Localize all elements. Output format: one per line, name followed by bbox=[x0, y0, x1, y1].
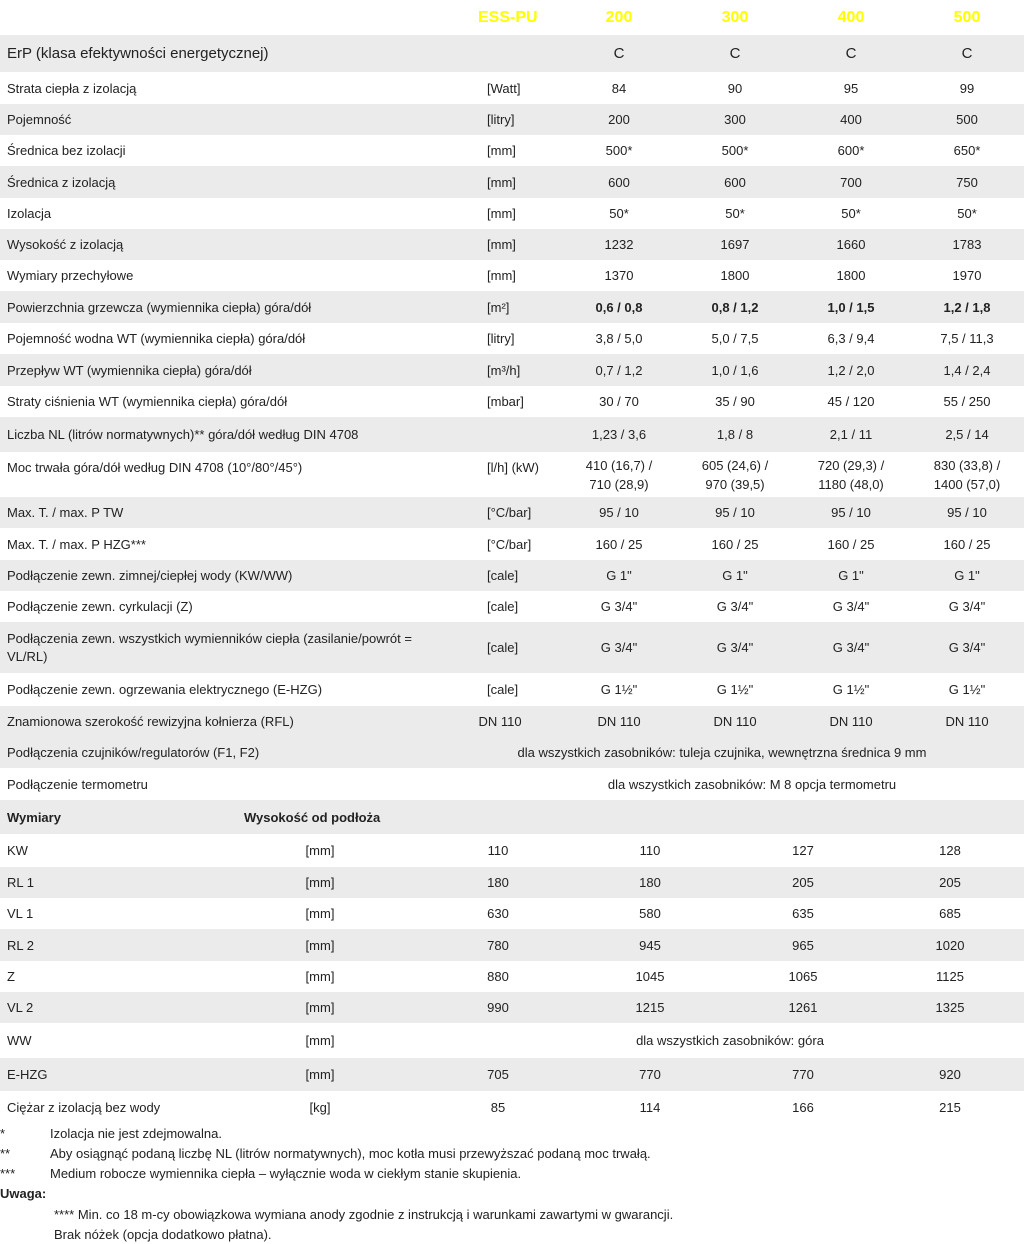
dimension-row bbox=[0, 992, 1024, 1023]
row-label: Straty ciśnienia WT (wymiennika ciepła) góra/dół bbox=[7, 394, 288, 409]
row-unit: [mm] bbox=[487, 237, 516, 252]
dimension-row bbox=[0, 898, 1024, 929]
dimension-value: 965 bbox=[792, 937, 814, 953]
row-unit: [cale] bbox=[487, 599, 519, 614]
table-row bbox=[0, 673, 1024, 706]
row-value: 500 bbox=[956, 112, 978, 127]
footnote-mark: ** bbox=[0, 1145, 11, 1161]
row-value: G 3/4" bbox=[948, 599, 986, 614]
row-label: Strata ciepła z izolacją bbox=[7, 80, 137, 96]
row-label bbox=[7, 622, 477, 673]
model-500: 500 bbox=[953, 8, 981, 26]
dimension-value: 110 bbox=[487, 843, 509, 858]
row-label: Powierzchnia grzewcza (wymiennika ciepła) góra/dół bbox=[7, 299, 312, 315]
row-value-line: 830 (33,8) / bbox=[933, 457, 1001, 473]
row-value: 600 bbox=[724, 174, 746, 190]
row-value: G 3/4" bbox=[716, 599, 754, 614]
table-row bbox=[0, 560, 1024, 591]
table-row bbox=[0, 166, 1024, 198]
row-value: 1370 bbox=[604, 268, 634, 283]
row-value: 45 / 120 bbox=[827, 394, 875, 409]
dimension-value: 1215 bbox=[635, 1000, 665, 1015]
footnote-text: Brak nóżek (opcja dodatkowo płatna). bbox=[54, 1226, 272, 1242]
dimension-value: 180 bbox=[487, 875, 509, 890]
row-value: 95 bbox=[843, 80, 859, 96]
row-value: 95 / 10 bbox=[599, 505, 639, 520]
table-row bbox=[0, 528, 1024, 560]
table-row bbox=[0, 354, 1024, 386]
row-unit: [cale] bbox=[487, 682, 519, 697]
dimension-value: 127 bbox=[792, 843, 814, 858]
erp-value: C bbox=[845, 45, 857, 62]
row-value: G 1" bbox=[606, 568, 632, 583]
dimension-label: RL 1 bbox=[7, 875, 34, 890]
row-value: 600* bbox=[837, 143, 865, 158]
dimension-value: 166 bbox=[792, 1099, 814, 1115]
model-200: 200 bbox=[605, 8, 633, 26]
table-row bbox=[0, 737, 1024, 768]
row-value: G 3/4" bbox=[600, 640, 638, 655]
row-value: G 3/4" bbox=[600, 599, 638, 614]
row-label: Podłączenie termometru bbox=[7, 776, 148, 792]
row-value: 99 bbox=[959, 80, 975, 96]
footnote-text: **** Min. co 18 m-cy obowiązkowa wymiana anody zgodnie z instrukcją i warunkami zawartymi w gwarancji. bbox=[54, 1206, 674, 1222]
dimension-value: 920 bbox=[939, 1067, 961, 1082]
dimension-value: 1325 bbox=[935, 1000, 965, 1015]
dimension-value: 780 bbox=[487, 937, 509, 953]
row-value: G 1" bbox=[838, 568, 864, 583]
row-value: 160 / 25 bbox=[827, 536, 875, 552]
row-value: 600 bbox=[608, 174, 630, 190]
dimension-value: 880 bbox=[487, 969, 509, 984]
table-row bbox=[0, 622, 1024, 673]
row-value: G 3/4" bbox=[832, 599, 870, 614]
dimension-value: 205 bbox=[939, 875, 961, 890]
row-unit: [m²] bbox=[487, 299, 510, 315]
dimension-value: 215 bbox=[939, 1099, 961, 1115]
dimension-value: 205 bbox=[792, 875, 814, 890]
row-value: 0,8 / 1,2 bbox=[711, 299, 759, 315]
row-value: 5,0 / 7,5 bbox=[711, 331, 759, 346]
dimension-value: 630 bbox=[487, 906, 509, 921]
row-label: Średnica z izolacją bbox=[7, 174, 116, 190]
dimensions-subheader: Wysokość od podłoża bbox=[244, 809, 381, 825]
row-value: 1697 bbox=[720, 237, 750, 252]
dimension-value: 128 bbox=[939, 843, 961, 858]
row-value: 650* bbox=[953, 143, 981, 158]
footnote-text: Izolacja nie jest zdejmowalna. bbox=[50, 1125, 222, 1141]
row-value: 500* bbox=[605, 143, 633, 158]
table-row bbox=[0, 291, 1024, 323]
dimension-value: 110 bbox=[639, 843, 661, 858]
row-value: 6,3 / 9,4 bbox=[827, 331, 875, 346]
row-unit: [cale] bbox=[487, 640, 519, 655]
dimension-value: 114 bbox=[639, 1099, 661, 1115]
dimension-label: Z bbox=[7, 969, 15, 984]
row-label: Pojemność wodna WT (wymiennika ciepła) góra/dół bbox=[7, 331, 306, 346]
erp-value: C bbox=[613, 45, 625, 62]
row-value: 30 / 70 bbox=[599, 394, 639, 409]
row-unit: [cale] bbox=[487, 568, 519, 583]
row-unit: [mm] bbox=[487, 174, 516, 190]
row-value: 300 bbox=[724, 112, 746, 127]
row-value-line: 1180 (48,0) bbox=[818, 476, 884, 492]
row-value-line: 710 (28,9) bbox=[589, 476, 649, 492]
row-value bbox=[564, 452, 674, 497]
dimension-value: 85 bbox=[490, 1099, 506, 1115]
row-unit: [mm] bbox=[487, 206, 516, 221]
row-value: G 3/4" bbox=[948, 640, 986, 655]
row-value: 400 bbox=[840, 112, 862, 127]
dimension-row bbox=[0, 961, 1024, 992]
dimension-unit: [mm] bbox=[305, 1000, 335, 1015]
dimension-label: WW bbox=[7, 1033, 32, 1048]
table-row bbox=[0, 260, 1024, 291]
footnote bbox=[0, 1123, 1024, 1143]
row-unit: [mm] bbox=[487, 143, 516, 158]
footnote bbox=[0, 1204, 1024, 1224]
row-value: G 1" bbox=[954, 568, 980, 583]
row-value: 2,5 / 14 bbox=[945, 427, 989, 442]
dimension-value: 945 bbox=[639, 937, 661, 953]
row-value bbox=[680, 452, 790, 497]
row-value: G 1½" bbox=[716, 682, 754, 697]
dimension-unit: [mm] bbox=[305, 937, 335, 953]
row-value: 0,7 / 1,2 bbox=[595, 362, 643, 378]
dimension-unit: [mm] bbox=[305, 969, 335, 984]
erp-value: C bbox=[729, 45, 741, 62]
row-value: 200 bbox=[608, 112, 630, 127]
row-value: 1783 bbox=[952, 237, 982, 252]
row-label: Pojemność bbox=[7, 112, 72, 127]
dimension-row bbox=[0, 1058, 1024, 1091]
row-value: 160 / 25 bbox=[943, 536, 991, 552]
dimension-value: 1125 bbox=[936, 969, 964, 984]
table-row bbox=[0, 417, 1024, 452]
series-label: ESS-PU bbox=[478, 8, 538, 26]
row-value: 90 bbox=[727, 80, 743, 96]
row-value: DN 110 bbox=[597, 714, 641, 729]
row-value bbox=[912, 452, 1022, 497]
row-value: 50* bbox=[725, 206, 745, 221]
row-value: DN 110 bbox=[945, 714, 989, 729]
row-value: G 1½" bbox=[948, 682, 986, 697]
row-value: 35 / 90 bbox=[715, 394, 755, 409]
row-value: 160 / 25 bbox=[711, 536, 759, 552]
dimension-unit: [mm] bbox=[305, 843, 335, 858]
dimension-row bbox=[0, 867, 1024, 898]
dimension-value: 1020 bbox=[935, 937, 965, 953]
erp-row bbox=[0, 35, 1024, 72]
row-value: 0,6 / 0,8 bbox=[595, 299, 643, 315]
table-row bbox=[0, 591, 1024, 622]
table-row bbox=[0, 386, 1024, 417]
table-row bbox=[0, 497, 1024, 528]
dimensions-header-row bbox=[0, 800, 1024, 834]
dimension-label: E-HZG bbox=[7, 1067, 48, 1082]
table-row bbox=[0, 768, 1024, 800]
table-row bbox=[0, 198, 1024, 229]
erp-label: ErP (klasa efektywności energetycznej) bbox=[7, 45, 269, 62]
row-unit: [mbar] bbox=[487, 394, 524, 409]
row-unit: [m³/h] bbox=[487, 362, 521, 378]
row-value: 500* bbox=[721, 143, 749, 158]
row-label-line: Podłączenia zewn. wszystkich wymienników ciepła (zasilanie/powrót = bbox=[7, 630, 412, 646]
row-label: Max. T. / max. P HZG*** bbox=[7, 536, 146, 552]
row-label: Izolacja bbox=[7, 206, 52, 221]
row-value: 1232 bbox=[604, 237, 634, 252]
row-value: 1660 bbox=[836, 237, 866, 252]
row-value: G 3/4" bbox=[716, 640, 754, 655]
dimension-value: 580 bbox=[639, 906, 661, 921]
dimension-value: 1261 bbox=[788, 1000, 818, 1015]
row-value: 95 / 10 bbox=[947, 505, 987, 520]
dimension-unit: [mm] bbox=[305, 1033, 335, 1048]
dimension-unit: [kg] bbox=[309, 1099, 331, 1115]
row-value: 700 bbox=[840, 174, 862, 190]
row-value-line: 720 (29,3) / bbox=[817, 457, 885, 473]
row-label: Liczba NL (litrów normatywnych)** góra/dół według DIN 4708 bbox=[7, 427, 359, 442]
dimension-value: 705 bbox=[487, 1067, 509, 1082]
row-value: 50* bbox=[609, 206, 629, 221]
row-value: G 1½" bbox=[600, 682, 638, 697]
dimension-row bbox=[0, 834, 1024, 867]
row-label: Przepływ WT (wymiennika ciepła) góra/dół bbox=[7, 362, 252, 378]
row-label: Podłączenia czujników/regulatorów (F1, F2) bbox=[7, 745, 260, 760]
row-unit: [l/h] (kW) bbox=[487, 460, 539, 475]
dimension-value: 770 bbox=[792, 1067, 814, 1082]
table-row bbox=[0, 706, 1024, 737]
dimension-value: 180 bbox=[639, 875, 661, 890]
row-value: 1800 bbox=[720, 268, 750, 283]
dimension-row bbox=[0, 929, 1024, 961]
row-span-value: dla wszystkich zasobników: tuleja czujnika, wewnętrzna średnica 9 mm bbox=[517, 745, 927, 760]
row-value-line: 410 (16,7) / bbox=[585, 457, 653, 473]
dimension-label: KW bbox=[7, 843, 28, 858]
row-value: 3,8 / 5,0 bbox=[595, 331, 643, 346]
row-value: 84 bbox=[611, 80, 627, 96]
row-value: 55 / 250 bbox=[943, 394, 991, 409]
row-value: 1,2 / 2,0 bbox=[827, 362, 875, 378]
row-unit: [°C/bar] bbox=[487, 505, 532, 520]
footnote bbox=[0, 1143, 1024, 1163]
row-value: 1,8 / 8 bbox=[716, 427, 754, 442]
row-label: Wymiary przechyłowe bbox=[7, 268, 134, 283]
footnote bbox=[0, 1224, 1024, 1244]
row-unit: DN 110 bbox=[478, 714, 522, 729]
dimension-span-value: dla wszystkich zasobników: góra bbox=[636, 1033, 824, 1048]
row-unit: [mm] bbox=[487, 268, 516, 283]
row-value bbox=[796, 452, 906, 497]
dimensions-header: Wymiary bbox=[7, 809, 61, 825]
erp-value: C bbox=[961, 45, 973, 62]
table-header-row bbox=[0, 0, 1024, 35]
row-value: 750 bbox=[956, 174, 978, 190]
row-label: Podłączenie zewn. ogrzewania elektrycznego (E-HZG) bbox=[7, 682, 323, 697]
dimension-unit: [mm] bbox=[305, 1067, 335, 1082]
table-row bbox=[0, 229, 1024, 260]
row-unit: [litry] bbox=[487, 331, 515, 346]
dimension-unit: [mm] bbox=[305, 875, 335, 890]
footnote-mark: Uwaga: bbox=[0, 1185, 47, 1201]
row-value: 50* bbox=[957, 206, 977, 221]
row-value: 1,0 / 1,5 bbox=[827, 299, 875, 315]
row-value: 95 / 10 bbox=[831, 505, 871, 520]
row-value: DN 110 bbox=[713, 714, 757, 729]
footnote-mark: * bbox=[0, 1125, 6, 1141]
row-label: Znamionowa szerokość rewizyjna kołnierza (RFL) bbox=[7, 714, 294, 729]
table-row bbox=[0, 323, 1024, 354]
row-value-line: 1400 (57,0) bbox=[933, 476, 1001, 492]
footnote-text: Medium robocze wymiennika ciepła – wyłącznie woda w ciekłym stanie skupienia. bbox=[50, 1165, 522, 1181]
table-row bbox=[0, 135, 1024, 166]
row-span-value: dla wszystkich zasobników: M 8 opcja termometru bbox=[607, 776, 897, 792]
dimension-label: RL 2 bbox=[7, 937, 34, 953]
row-label: Wysokość z izolacją bbox=[7, 237, 124, 252]
row-value: 95 / 10 bbox=[715, 505, 755, 520]
row-value: 7,5 / 11,3 bbox=[940, 331, 994, 346]
row-label: Moc trwała góra/dół według DIN 4708 (10°/80°/45°) bbox=[7, 460, 303, 475]
row-label: Max. T. / max. P TW bbox=[7, 505, 124, 520]
dimension-label: VL 1 bbox=[7, 906, 34, 921]
row-label-line: VL/RL) bbox=[7, 648, 48, 664]
row-value: 1,0 / 1,6 bbox=[711, 362, 759, 378]
row-value: DN 110 bbox=[829, 714, 873, 729]
row-value: G 3/4" bbox=[832, 640, 870, 655]
dimension-label: Ciężar z izolacją bez wody bbox=[7, 1099, 161, 1115]
row-value: 1970 bbox=[952, 268, 982, 283]
dimension-row bbox=[0, 1023, 1024, 1058]
row-label: Podłączenie zewn. zimnej/ciepłej wody (KW/WW) bbox=[7, 568, 293, 583]
row-value: G 1" bbox=[722, 568, 748, 583]
row-value: G 1½" bbox=[832, 682, 870, 697]
row-value: 1,23 / 3,6 bbox=[591, 427, 647, 442]
row-label: Średnica bez izolacji bbox=[7, 143, 126, 158]
row-value-line: 970 (39,5) bbox=[705, 476, 765, 492]
row-value: 1,4 / 2,4 bbox=[943, 362, 991, 378]
row-unit: [°C/bar] bbox=[487, 536, 532, 552]
row-value: 1800 bbox=[836, 268, 866, 283]
row-value: 2,1 / 11 bbox=[829, 427, 873, 442]
row-unit: [Watt] bbox=[487, 80, 521, 96]
row-unit: [litry] bbox=[487, 112, 515, 127]
row-value: 160 / 25 bbox=[595, 536, 643, 552]
row-value-line: 605 (24,6) / bbox=[701, 457, 769, 473]
table-row bbox=[0, 452, 1024, 497]
dimension-label: VL 2 bbox=[7, 1000, 34, 1015]
row-label: Podłączenie zewn. cyrkulacji (Z) bbox=[7, 599, 193, 614]
dimension-value: 990 bbox=[487, 1000, 509, 1015]
dimension-value: 635 bbox=[792, 906, 814, 921]
dimension-row bbox=[0, 1091, 1024, 1123]
row-value: 50* bbox=[841, 206, 861, 221]
dimension-unit: [mm] bbox=[305, 906, 335, 921]
footnote bbox=[0, 1183, 1024, 1203]
table-row bbox=[0, 72, 1024, 104]
dimension-value: 770 bbox=[639, 1067, 661, 1082]
dimension-value: 1065 bbox=[788, 969, 818, 984]
model-300: 300 bbox=[721, 8, 749, 26]
footnote-mark: *** bbox=[0, 1165, 16, 1181]
table-row bbox=[0, 104, 1024, 135]
footnote bbox=[0, 1163, 1024, 1183]
row-value: 1,2 / 1,8 bbox=[943, 299, 991, 315]
footnote-text: Aby osiągnąć podaną liczbę NL (litrów normatywnych), moc kotła musi przewyższać podaną moc trwałą. bbox=[50, 1145, 651, 1161]
model-400: 400 bbox=[837, 8, 865, 26]
dimension-value: 1045 bbox=[635, 969, 665, 984]
dimension-value: 685 bbox=[939, 906, 961, 921]
